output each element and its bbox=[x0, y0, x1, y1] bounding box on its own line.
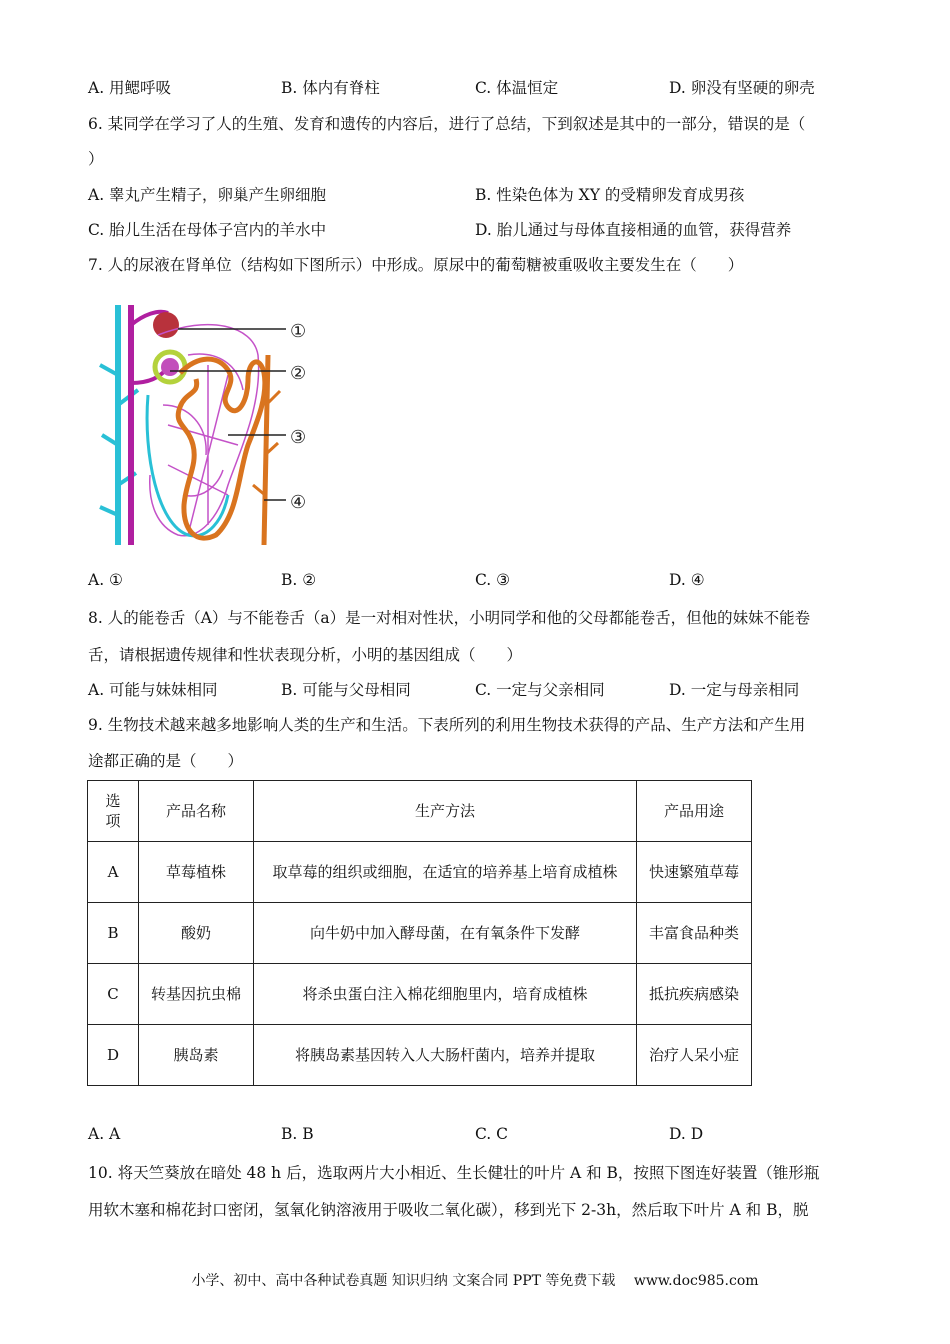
cell-product: 胰岛素 bbox=[139, 1025, 254, 1086]
q9-option-a: A. A bbox=[88, 1125, 121, 1143]
glomerulus-shape bbox=[161, 358, 179, 376]
q8-option-a: A. 可能与妹妹相同 bbox=[88, 681, 218, 699]
header-product: 产品名称 bbox=[139, 781, 254, 842]
q10-stem-line2: 用软木塞和棉花封口密闭，氢氧化钠溶液用于吸收二氧化碳），移到光下 2-3h，然后取下叶片 A 和 B，脱 bbox=[88, 1201, 809, 1219]
q6-stem-line1: 6. 某同学在学习了人的生殖、发育和遗传的内容后，进行了总结，下到叙述是其中的一部分，错误的是（ bbox=[88, 115, 806, 133]
header-option: 选项 bbox=[88, 781, 139, 842]
q7-option-c: C. ③ bbox=[475, 571, 511, 589]
q5-option-a: A. 用鳃呼吸 bbox=[88, 79, 172, 97]
cell-method: 向牛奶中加入酵母菌，在有氧条件下发酵 bbox=[254, 903, 637, 964]
table-row bbox=[88, 1025, 752, 1086]
q9-stem-line2: 途都正确的是（ ） bbox=[88, 752, 244, 770]
biotech-table bbox=[87, 780, 752, 1086]
q7-option-a: A. ① bbox=[88, 571, 123, 589]
nephron-diagram bbox=[88, 295, 338, 555]
header-use: 产品用途 bbox=[637, 781, 752, 842]
q8-stem-line2: 舌，请根据遗传规律和性状表现分析，小明的基因组成（ ） bbox=[88, 646, 523, 664]
table-row bbox=[88, 964, 752, 1025]
q8-option-d: D. 一定与母亲相同 bbox=[669, 681, 800, 699]
q8-stem-line1: 8. 人的能卷舌（A）与不能卷舌（a）是一对相对性状，小明同学和他的父母都能卷舌，但他的妹妹不能卷 bbox=[88, 609, 811, 627]
q7-stem: 7. 人的尿液在肾单位（结构如下图所示）中形成。原尿中的葡萄糖被重吸收主要发生在（ ） bbox=[88, 256, 744, 274]
q7-option-b: B. ② bbox=[281, 571, 317, 589]
q8-option-b: B. 可能与父母相同 bbox=[281, 681, 411, 699]
table-header-row bbox=[88, 781, 752, 842]
q9-option-b: B. B bbox=[281, 1125, 314, 1143]
cell-option: D bbox=[88, 1025, 139, 1086]
q6-option-b: B. 性染色体为 XY 的受精卵发育成男孩 bbox=[475, 186, 745, 204]
q10-stem-line1: 10. 将天竺葵放在暗处 48 h 后，选取两片大小相近、生长健壮的叶片 A 和 B，按照下图连好装置（锥形瓶 bbox=[88, 1164, 820, 1182]
cell-use: 抵抗疾病感染 bbox=[637, 964, 752, 1025]
label-2: ② bbox=[290, 363, 307, 384]
q5-option-d: D. 卵没有坚硬的卵壳 bbox=[669, 79, 815, 97]
footer-text: 小学、初中、高中各种试卷真题 知识归纳 文案合同 PPT 等免费下载 www.doc985.com bbox=[191, 1273, 759, 1289]
capillary-network bbox=[150, 325, 259, 536]
q6-stem-line2: ） bbox=[88, 150, 104, 168]
table-row bbox=[88, 842, 752, 903]
cell-method: 取草莓的组织或细胞，在适宜的培养基上培育成植株 bbox=[254, 842, 637, 903]
cell-method: 将杀虫蛋白注入棉花细胞里内，培育成植株 bbox=[254, 964, 637, 1025]
cell-use: 治疗人呆小症 bbox=[637, 1025, 752, 1086]
table-row bbox=[88, 903, 752, 964]
cell-use: 丰富食品种类 bbox=[637, 903, 752, 964]
label-3: ③ bbox=[290, 427, 307, 448]
cell-option: C bbox=[88, 964, 139, 1025]
label-1: ① bbox=[290, 321, 307, 342]
cell-option: A bbox=[88, 842, 139, 903]
upper-glomerulus bbox=[153, 312, 179, 338]
q9-option-d: D. D bbox=[669, 1125, 704, 1143]
q6-option-a: A. 睾丸产生精子，卵巢产生卵细胞 bbox=[88, 186, 327, 204]
cell-product: 酸奶 bbox=[139, 903, 254, 964]
q8-option-c: C. 一定与父亲相同 bbox=[475, 681, 605, 699]
header-method: 生产方法 bbox=[254, 781, 637, 842]
cell-option: B bbox=[88, 903, 139, 964]
label-4: ④ bbox=[290, 492, 307, 513]
q7-option-d: D. ④ bbox=[669, 571, 705, 589]
cell-product: 草莓植株 bbox=[139, 842, 254, 903]
q9-stem-line1: 9. 生物技术越来越多地影响人类的生产和生活。下表所列的利用生物技术获得的产品、生产方法和产生用 bbox=[88, 716, 806, 734]
q6-option-d: D. 胎儿通过与母体直接相通的血管，获得营养 bbox=[475, 221, 792, 239]
q5-option-c: C. 体温恒定 bbox=[475, 79, 559, 97]
cell-use: 快速繁殖草莓 bbox=[637, 842, 752, 903]
cell-method: 将胰岛素基因转入人大肠杆菌内，培养并提取 bbox=[254, 1025, 637, 1086]
cell-product: 转基因抗虫棉 bbox=[139, 964, 254, 1025]
q5-option-b: B. 体内有脊柱 bbox=[281, 79, 380, 97]
q9-option-c: C. C bbox=[475, 1125, 509, 1143]
q6-option-c: C. 胎儿生活在母体子宫内的羊水中 bbox=[88, 221, 327, 239]
